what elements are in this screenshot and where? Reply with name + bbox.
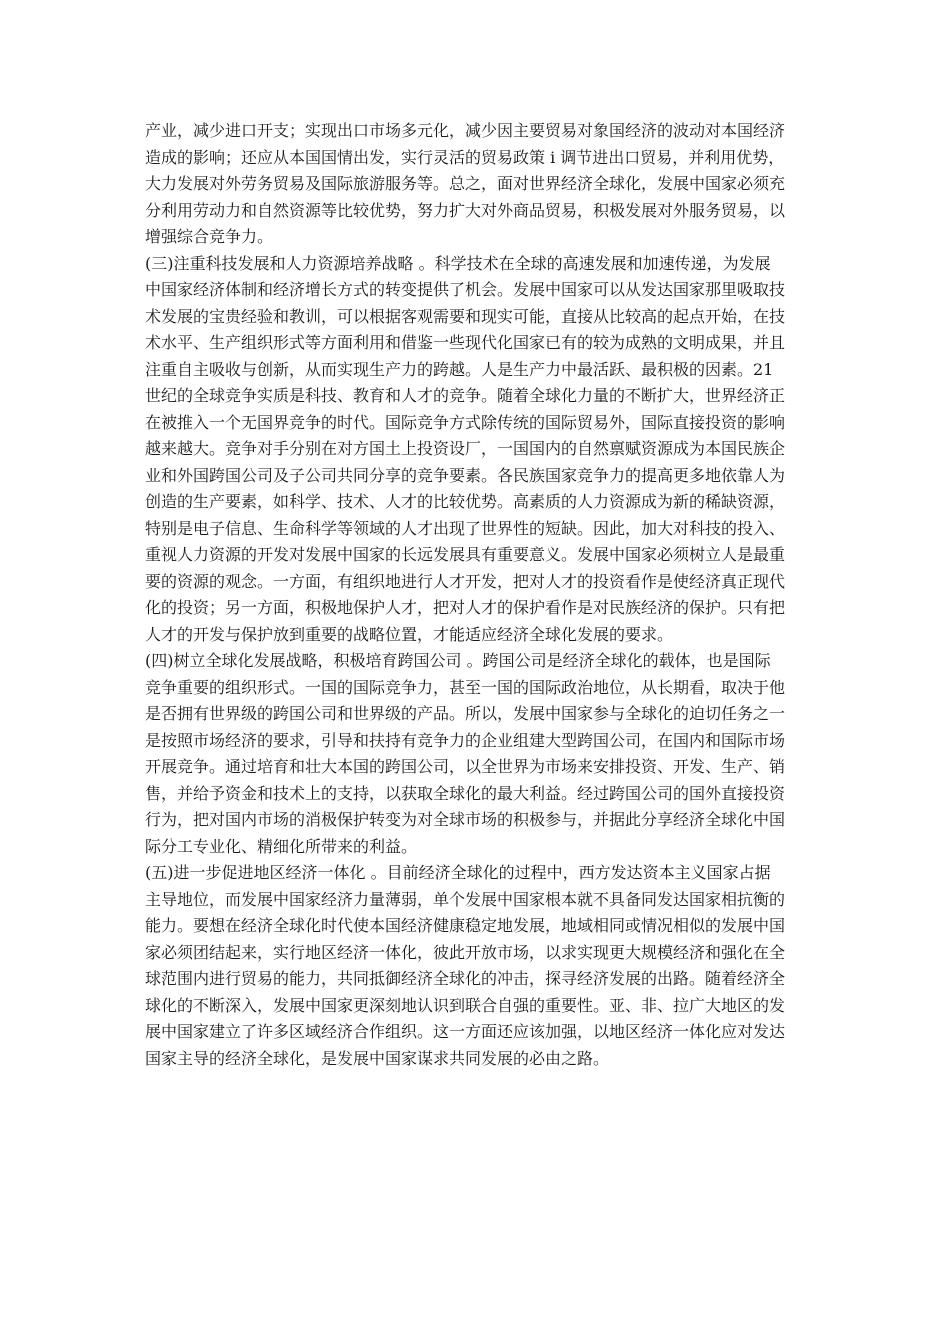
text-line: 要的资源的观念。一方面，有组织地进行人才开发，把对人才的投资看作是使经济真正现代 — [145, 571, 786, 591]
text-line: 主导地位，而发展中国家经济力量薄弱，单个发展中国家根本就不具备同发达国家相抗衡的 — [145, 889, 786, 909]
text-line: 增强综合竞争力。 — [145, 227, 274, 246]
text-line: 业和外国跨国公司及子公司共同分享的竞争要素。各民族国家竞争力的提高更多地依靠人为 — [145, 465, 786, 485]
text-line: 化的投资；另一方面，积极地保护人才，把对人才的保护看作是对民族经济的保护。只有把 — [145, 598, 786, 617]
text-line: 特别是电子信息、生命科学等领域的人才出现了世界性的短缺。因此，加大对科技的投入、 — [145, 518, 786, 538]
text-line: 能力。要想在经济全球化时代使本国经济健康稳定地发展，地域相同或情况相似的发展中国 — [145, 916, 786, 935]
text-line: 家必须团结起来，实行地区经济一体化，彼此开放市场，以求实现更大规模经济和强化在全 — [145, 942, 786, 962]
text-line: 球范围内进行贸易的能力，共同抵御经济全球化的冲击，探寻经济发展的出路。随着经济全 — [145, 969, 786, 988]
text-line: 世纪的全球竞争实质是科技、教育和人才的竞争。随着全球化力量的不断扩大，世界经济正 — [145, 386, 786, 405]
text-line: 是按照市场经济的要求，引导和扶持有竞争力的企业组建大型跨国公司，在国内和国际市场 — [145, 730, 786, 750]
text-line: 在被推入一个无国界竞争的时代。国际竞争方式除传统的国际贸易外，国际直接投资的影响 — [145, 412, 786, 432]
text-line: 国家主导的经济全球化，是发展中国家谋求共同发展的必由之路。 — [145, 1048, 610, 1068]
text-line: 术发展的宝贵经验和教训，可以根据客观需要和现实可能，直接从比较高的起点开始，在技 — [145, 306, 786, 326]
text-line: (五)进一步促进地区经济一体化 。目前经济全球化的过程中，西方发达资本主义国家占据 — [145, 863, 771, 882]
text-line: 创造的生产要素，如科学、技术、人才的比较优势。高素质的人力资源成为新的稀缺资源， — [145, 492, 786, 511]
text-line: 越来越大。竞争对手分别在对方国土上投资设厂，一国国内的自然禀赋资源成为本国民族企 — [145, 439, 786, 458]
text-line: 际分工专业化、精细化所带来的利益。 — [145, 836, 418, 856]
text-line: 售，并给予资金和技术上的支持，以获取全球化的最大利益。经过跨国公司的国外直接投资 — [145, 783, 786, 803]
text-line: 人才的开发与保护放到重要的战略位置，才能适应经济全球化发展的要求。 — [145, 624, 674, 644]
text-line: 是否拥有世界级的跨国公司和世界级的产品。所以，发展中国家参与全球化的迫切任务之一 — [145, 704, 786, 723]
text-line: 开展竞争。通过培育和壮大本国的跨国公司，以全世界为市场来安排投资、开发、生产、销 — [145, 757, 786, 776]
text-line: 重视人力资源的开发对发展中国家的长远发展具有重要意义。发展中国家必须树立人是最重 — [145, 545, 786, 564]
text-line: (四)树立全球化发展战略，积极培育跨国公司 。跨国公司是经济全球化的载体，也是国际 — [145, 651, 771, 670]
text-line: 造成的影响；还应从本国国情出发，实行灵活的贸易政策 i 调节进出口贸易，并利用优势， — [145, 147, 785, 167]
text-line: 大力发展对外劳务贸易及国际旅游服务等。总之，面对世界经济全球化，发展中国家必须充 — [145, 174, 786, 193]
text-line: 产业，减少进口开支；实现出口市场多元化，减少因主要贸易对象国经济的波动对本国经济 — [145, 121, 786, 140]
document-body — [145, 118, 810, 1072]
text-line: 分利用劳动力和自然资源等比较优势，努力扩大对外商品贸易，积极发展对外服务贸易，以 — [145, 200, 786, 220]
text-line: 竞争重要的组织形式。一国的国际竞争力，甚至一国的国际政治地位，从长期看，取决于他 — [145, 677, 786, 697]
text-line: 注重自主吸收与创新，从而实现生产力的跨越。人是生产力中最活跃、最积极的因素。21 — [145, 359, 774, 379]
text-line: 中国家经济体制和经济增长方式的转变提供了机会。发展中国家可以从发达国家那里吸取技 — [145, 280, 786, 299]
text-line: 行为，把对国内市场的消极保护转变为对全球市场的积极参与，并据此分享经济全球化中国 — [145, 810, 786, 829]
text-line: 球化的不断深入，发展中国家更深刻地认识到联合自强的重要性。亚、非、拉广大地区的发 — [145, 995, 786, 1015]
text-line: 展中国家建立了许多区域经济合作组织。这一方面还应该加强，以地区经济一体化应对发达 — [145, 1022, 786, 1041]
text-line: 术水平、生产组织形式等方面利用和借鉴一些现代化国家已有的较为成熟的文明成果，并且 — [145, 333, 786, 352]
text-line: (三)注重科技发展和人力资源培养战略 。科学技术在全球的高速发展和加速传递，为发展 — [145, 253, 771, 273]
